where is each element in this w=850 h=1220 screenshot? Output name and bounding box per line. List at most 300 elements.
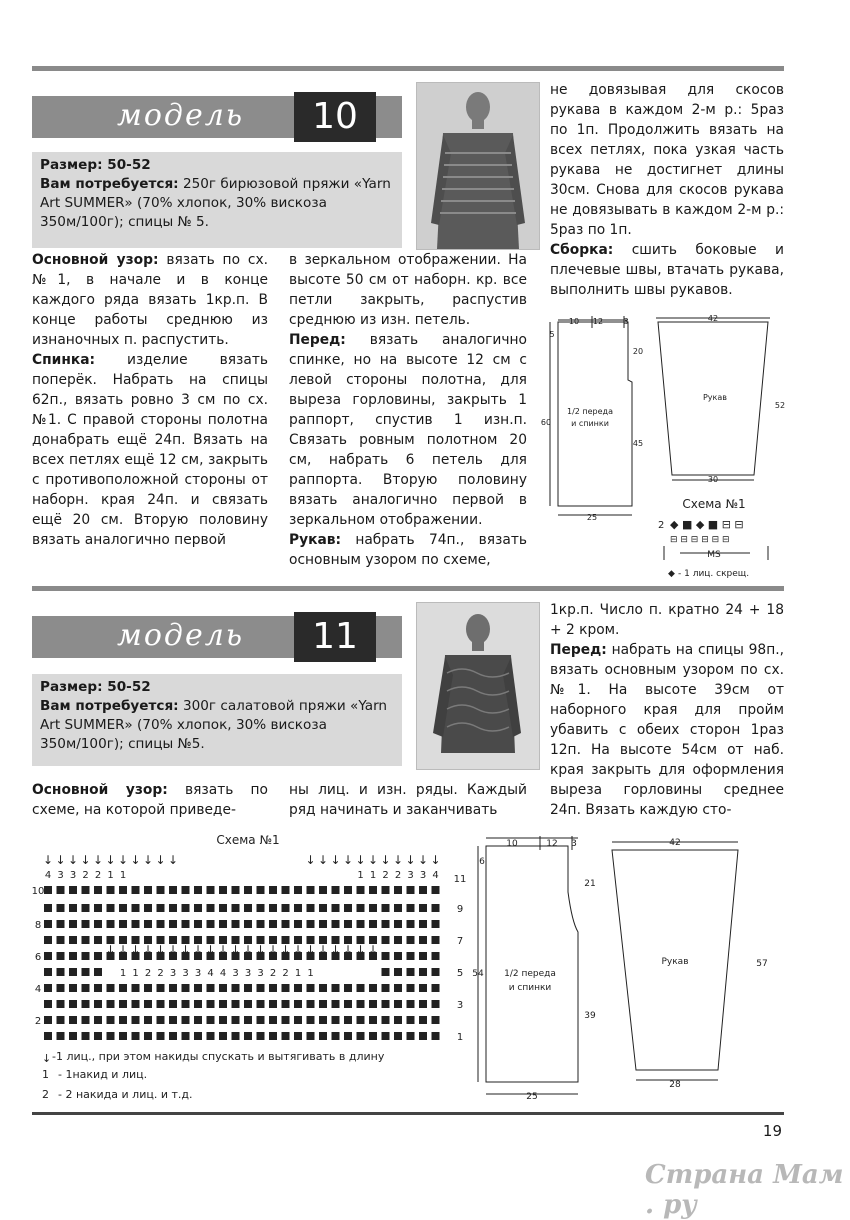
- purl-square: [194, 904, 202, 912]
- model-10-size: Размер: 50-52: [40, 157, 151, 173]
- purl-square: [382, 952, 390, 960]
- purl-square: [157, 984, 165, 992]
- purl-square: [207, 920, 215, 928]
- model-10-info-box: [32, 152, 402, 248]
- purl-square: [419, 952, 427, 960]
- sleeve-text: набрать 74п., вязать основным узором по схеме,: [289, 532, 528, 568]
- legend-2-key: 1: [42, 1068, 49, 1081]
- row-number: 9: [456, 904, 464, 915]
- arrow-down-icon: ↓: [155, 853, 166, 867]
- purl-square: [82, 1000, 90, 1008]
- purl-square: [294, 920, 302, 928]
- purl-square: [282, 1000, 290, 1008]
- purl-square: [407, 1032, 415, 1040]
- purl-square: [169, 1016, 177, 1024]
- purl-square: [432, 1032, 440, 1040]
- purl-square: [394, 1032, 402, 1040]
- purl-square: [169, 1000, 177, 1008]
- arrow-down-icon: ↓: [117, 943, 129, 957]
- rows-text-11: ны лиц. и изн. ряды. Каждый ряд начинать и заканчивать: [289, 782, 527, 818]
- model-11-col-1: [32, 780, 268, 820]
- purl-square: [194, 1016, 202, 1024]
- purl-square: [407, 984, 415, 992]
- scheme-row-number: 2: [658, 520, 665, 531]
- stitch-count: 1: [119, 968, 127, 979]
- body11-label-1: 1/2 переда: [504, 969, 556, 979]
- back-text: изделие вязать поперёк. Набрать на спицы 62п., вязать ровно 3 см по сх.№1. С правой стороны полотна донабрать ещё 24п. Вязать на всех петлях ещё 12 см, закрыть с противоположной стороны от наборн. края 24п. и связать ещё 20 см. Вторую половину вязать аналогично первой: [32, 352, 268, 548]
- purl-square: [319, 904, 327, 912]
- purl-square: [344, 1032, 352, 1040]
- purl-square: [169, 904, 177, 912]
- purl-square: [182, 904, 190, 912]
- arrow-down-icon: ↓: [167, 853, 179, 867]
- model-11-col-2: [289, 780, 527, 820]
- purl-square: [344, 1016, 352, 1024]
- sleeve-cont-text: не довязывая для скосов рукава в каждом 2-м р.: 5раз по 1п. Продолжить вязать на всех петлях, пока узкая часть рукава не достигнет длины 30см. Снова для скосов рукава не довязывать в каждом 2-м р.: 5раз по 1п.: [550, 82, 784, 238]
- purl-square: [332, 920, 340, 928]
- purl-square: [382, 904, 390, 912]
- purl-square: [69, 1032, 77, 1040]
- stitch-count: 4: [44, 870, 52, 881]
- purl-square: [69, 1016, 77, 1024]
- arrow-down-icon: ↓: [67, 853, 79, 867]
- purl-square: [119, 984, 127, 992]
- purl-square: [332, 1016, 340, 1024]
- front-label: Перед:: [289, 332, 346, 348]
- purl-square: [194, 1032, 202, 1040]
- purl-square: [57, 936, 65, 944]
- purl-square: [307, 886, 315, 894]
- purl-square: [107, 984, 115, 992]
- assembly-label: Сборка:: [550, 242, 614, 258]
- arrow-down-icon: ↓: [55, 853, 66, 867]
- model-11-banner-word: модель: [117, 618, 245, 653]
- dim11-top-c: 3: [571, 839, 577, 849]
- arrow-down-icon: ↓: [142, 943, 154, 957]
- purl-square: [432, 936, 440, 944]
- purl-square: [369, 1032, 377, 1040]
- purl-square: [232, 1000, 240, 1008]
- purl-square: [57, 1016, 65, 1024]
- arrow-down-icon: ↓: [192, 943, 204, 957]
- arrow-down-icon: ↓: [292, 943, 304, 957]
- arrow-down-icon: ↓: [280, 943, 291, 957]
- purl-square: [357, 1016, 365, 1024]
- purl-square: [294, 984, 302, 992]
- stitch-count: 4: [219, 968, 227, 979]
- purl-square: [107, 1016, 115, 1024]
- dim11-right-upper: 21: [584, 879, 596, 889]
- purl-square: [319, 984, 327, 992]
- pattern-text: вязать по сх.№1, в начале и в конце каждого ряда вязать 1кр.п. В конце работы среднюю из изнаночных п. распустить.: [32, 252, 269, 348]
- purl-square: [44, 1032, 52, 1040]
- purl-square: [57, 984, 65, 992]
- purl-square: [282, 984, 290, 992]
- purl-square: [44, 968, 52, 976]
- purl-square: [419, 1000, 427, 1008]
- purl-square: [57, 886, 65, 894]
- purl-square: [207, 1000, 215, 1008]
- purl-square: [369, 1000, 377, 1008]
- purl-square: [419, 904, 427, 912]
- row-number: 3: [456, 1000, 464, 1011]
- purl-square: [119, 1032, 127, 1040]
- purl-square: [294, 904, 302, 912]
- purl-square: [294, 1016, 302, 1024]
- watermark-logo: Страна Мам . ру: [645, 1160, 844, 1220]
- purl-square: [157, 1032, 165, 1040]
- arrow-down-icon: ↓: [317, 853, 329, 867]
- purl-square: [394, 952, 402, 960]
- purl-square: [94, 886, 102, 894]
- pattern-text-11: вязать по схеме, на которой приведе-: [32, 782, 268, 818]
- purl-square: [407, 936, 415, 944]
- front-label-11: Перед:: [550, 642, 607, 658]
- purl-square: [119, 904, 127, 912]
- sleeve11-side: 57: [756, 959, 768, 969]
- purl-square: [282, 1032, 290, 1040]
- body11-label-2: и спинки: [508, 983, 552, 993]
- purl-square: [407, 968, 415, 976]
- dim11-left-small: 6: [479, 857, 485, 867]
- bottom-rule: [32, 1112, 784, 1115]
- purl-square: [232, 886, 240, 894]
- stitch-count: 3: [169, 968, 177, 979]
- purl-square: [219, 1032, 227, 1040]
- purl-square: [69, 952, 77, 960]
- purl-square: [244, 886, 252, 894]
- dim11-top-b: 12: [546, 839, 558, 849]
- legend-2: - 1накид и лиц.: [58, 1068, 148, 1081]
- model-11-banner: [32, 616, 402, 658]
- purl-square: [132, 1000, 140, 1008]
- purl-square: [194, 886, 202, 894]
- row-number: 1: [456, 1032, 464, 1043]
- purl-square: [219, 920, 227, 928]
- purl-square: [269, 904, 277, 912]
- purl-square: [307, 920, 315, 928]
- arrow-down-icon: ↓: [417, 853, 429, 867]
- purl-square: [269, 886, 277, 894]
- arrow-down-icon: ↓: [392, 853, 404, 867]
- purl-square: [232, 920, 240, 928]
- purl-square: [319, 1016, 327, 1024]
- purl-square: [244, 984, 252, 992]
- purl-square: [132, 1016, 140, 1024]
- purl-square: [432, 1000, 440, 1008]
- purl-square: [144, 886, 152, 894]
- model-11-col-3: [550, 600, 784, 820]
- purl-square: [344, 984, 352, 992]
- body-label-2: и спинки: [571, 419, 609, 428]
- purl-square: [382, 920, 390, 928]
- purl-square: [394, 968, 402, 976]
- purl-square: [207, 886, 215, 894]
- sleeve-bottom: 30: [707, 475, 719, 484]
- dim11-top-a: 10: [506, 839, 518, 849]
- purl-square: [419, 936, 427, 944]
- purl-square: [419, 968, 427, 976]
- purl-square: [432, 904, 440, 912]
- purl-square: [107, 886, 115, 894]
- purl-square: [207, 1016, 215, 1024]
- dim-right-upper: 20: [632, 347, 644, 356]
- legend-3: - 2 накида и лиц. и т.д.: [58, 1088, 193, 1101]
- purl-square: [219, 1016, 227, 1024]
- dim-top-b: 12: [592, 317, 604, 326]
- purl-square: [119, 886, 127, 894]
- sleeve-label: Рукав:: [289, 532, 342, 548]
- purl-square: [82, 904, 90, 912]
- purl-square: [107, 904, 115, 912]
- row-number: 4: [34, 984, 42, 995]
- purl-square: [294, 1032, 302, 1040]
- purl-square: [169, 1032, 177, 1040]
- purl-square: [382, 936, 390, 944]
- model-11-schematic: [468, 832, 788, 1108]
- purl-square: [382, 984, 390, 992]
- purl-square: [94, 920, 102, 928]
- purl-square: [119, 920, 127, 928]
- scheme-repeat: MS: [707, 550, 721, 560]
- model-11-photo: [416, 602, 540, 770]
- stitch-count: 3: [57, 870, 64, 881]
- purl-square: [157, 1000, 165, 1008]
- purl-square: [269, 1032, 277, 1040]
- stitch-count: 1: [119, 870, 127, 881]
- sleeve-label: Рукав: [702, 393, 728, 402]
- purl-square: [257, 904, 265, 912]
- purl-square: [357, 1000, 365, 1008]
- stitch-count: 4: [432, 870, 439, 881]
- model-10-col-1: [32, 250, 268, 550]
- purl-square: [182, 984, 190, 992]
- purl-square: [182, 1000, 190, 1008]
- purl-square: [232, 904, 240, 912]
- purl-square: [144, 984, 152, 992]
- purl-square: [319, 886, 327, 894]
- purl-square: [257, 1000, 265, 1008]
- purl-square: [69, 1000, 77, 1008]
- purl-square: [57, 1000, 65, 1008]
- scheme-11-title: Схема №1: [216, 833, 280, 847]
- dim-left-total: 60: [540, 418, 552, 427]
- back-label: Спинка:: [32, 352, 96, 368]
- purl-square: [119, 1000, 127, 1008]
- purl-square: [244, 920, 252, 928]
- purl-square: [307, 904, 315, 912]
- arrow-down-icon: ↓: [267, 943, 279, 957]
- purl-square: [357, 984, 365, 992]
- dim-bottom: 25: [586, 513, 598, 522]
- purl-square: [182, 1032, 190, 1040]
- arrow-down-icon: ↓: [342, 943, 354, 957]
- purl-square: [44, 1016, 52, 1024]
- pattern-label: Основной узор:: [32, 252, 159, 268]
- purl-square: [132, 984, 140, 992]
- svg-text:⊟ ⊟ ⊟ ⊟ ⊟ ⊟: ⊟ ⊟ ⊟ ⊟ ⊟ ⊟: [670, 535, 730, 545]
- row-number: 8: [34, 920, 42, 931]
- purl-square: [157, 920, 165, 928]
- purl-square: [219, 886, 227, 894]
- purl-square: [69, 984, 77, 992]
- purl-square: [207, 1032, 215, 1040]
- mirror-text: в зеркальном отображении. На высоте 50 см от наборн. кр. все петли закрыть, распустив среднюю из изн. петель.: [289, 252, 527, 328]
- arrow-down-icon: ↓: [42, 1052, 52, 1065]
- front-text-11: набрать на спицы 98п., вязать основным узором по сх.№1. На высоте 39см от наборного края для пройм убавить с обеих сторон 1раз 12п. На высоте 54см от наб. края закрыть для оформления выреза горловины среднее 24п. Вязать каждую сто-: [550, 642, 785, 818]
- purl-square: [82, 1032, 90, 1040]
- purl-square: [269, 984, 277, 992]
- purl-square: [132, 886, 140, 894]
- arrow-down-icon: ↓: [80, 853, 91, 867]
- arrow-down-icon: ↓: [130, 853, 141, 867]
- stitch-count: 1: [107, 870, 114, 881]
- purl-square: [194, 984, 202, 992]
- top-rule: [32, 66, 784, 71]
- page-number: 19: [762, 1122, 782, 1140]
- arrow-down-icon: ↓: [342, 853, 354, 867]
- purl-square: [369, 920, 377, 928]
- arrow-down-icon: ↓: [217, 943, 229, 957]
- purl-square: [432, 920, 440, 928]
- model-10-col-3: [550, 80, 784, 300]
- purl-square: [107, 920, 115, 928]
- purl-square: [282, 904, 290, 912]
- purl-square: [407, 904, 415, 912]
- dim-top-a: 10: [568, 317, 580, 326]
- purl-square: [307, 1032, 315, 1040]
- purl-square: [357, 1032, 365, 1040]
- purl-square: [357, 920, 365, 928]
- dim-left-small: 5: [549, 330, 555, 339]
- arrow-down-icon: ↓: [117, 853, 129, 867]
- purl-square: [94, 1016, 102, 1024]
- stitch-count: 2: [82, 870, 89, 881]
- purl-square: [44, 1000, 52, 1008]
- purl-square: [219, 904, 227, 912]
- sleeve-top: 42: [707, 314, 719, 323]
- sleeve-side: 52: [774, 401, 786, 410]
- stitch-count: 4: [207, 968, 214, 979]
- purl-square: [332, 886, 340, 894]
- dim11-bottom: 25: [526, 1092, 538, 1102]
- purl-square: [57, 920, 65, 928]
- assembly-text: сшить боковые и плечевые швы, втачать рукава, выполнить швы рукавов.: [550, 242, 785, 298]
- legend-3-key: 2: [42, 1088, 49, 1101]
- purl-square: [319, 920, 327, 928]
- arrow-down-icon: ↓: [355, 943, 366, 957]
- purl-square: [69, 904, 77, 912]
- purl-square: [369, 886, 377, 894]
- purl-square: [144, 920, 152, 928]
- purl-square: [257, 1032, 265, 1040]
- stitch-count: 1: [307, 968, 314, 979]
- arrow-down-icon: ↓: [155, 943, 166, 957]
- purl-square: [144, 904, 152, 912]
- arrow-down-icon: ↓: [92, 853, 104, 867]
- purl-square: [382, 1032, 390, 1040]
- sleeve11-top: 42: [669, 838, 681, 848]
- purl-square: [357, 904, 365, 912]
- purl-square: [282, 920, 290, 928]
- purl-square: [144, 1016, 152, 1024]
- arrow-down-icon: ↓: [355, 853, 366, 867]
- purl-square: [369, 984, 377, 992]
- arrow-down-icon: ↓: [42, 853, 54, 867]
- purl-square: [44, 984, 52, 992]
- purl-square: [407, 920, 415, 928]
- model-10-banner: [32, 96, 402, 138]
- scheme-legend: - 1 лиц. скрещ.: [678, 569, 750, 579]
- purl-square: [332, 904, 340, 912]
- stitch-count: 3: [257, 968, 264, 979]
- svg-text:◆ ■ ◆ ■ ⊟ ⊟: ◆ ■ ◆ ■ ⊟ ⊟: [670, 518, 744, 531]
- purl-square: [344, 920, 352, 928]
- stitch-count: 2: [94, 870, 102, 881]
- model-10-photo: [416, 82, 540, 250]
- purl-square: [119, 1016, 127, 1024]
- purl-square: [94, 1032, 102, 1040]
- purl-square: [94, 1000, 102, 1008]
- stitch-count: 2: [382, 870, 389, 881]
- model-10-need-text: 250г бирюзовой пряжи «Yarn Art SUMMER» (70% хлопок, 30% вискоза 350м/100г); спицы № 5.: [40, 176, 391, 230]
- stitch-count: 1: [357, 870, 364, 881]
- stitch-count: 3: [244, 968, 252, 979]
- row-number: 7: [456, 936, 464, 947]
- purl-square: [219, 984, 227, 992]
- purl-square: [257, 984, 265, 992]
- purl-square: [82, 968, 90, 976]
- arrow-down-icon: ↓: [405, 853, 416, 867]
- dim-top-c: 3: [623, 317, 629, 326]
- arrow-down-icon: ↓: [330, 943, 341, 957]
- purl-square: [169, 984, 177, 992]
- model-10-need-label: Вам потребуется:: [40, 176, 179, 192]
- purl-square: [44, 904, 52, 912]
- purl-square: [319, 1032, 327, 1040]
- purl-square: [207, 904, 215, 912]
- stitch-count: 3: [407, 870, 414, 881]
- purl-square: [394, 886, 402, 894]
- arrow-down-icon: ↓: [305, 943, 316, 957]
- purl-square: [332, 984, 340, 992]
- purl-square: [232, 1032, 240, 1040]
- purl-square: [157, 1016, 165, 1024]
- purl-square: [144, 1032, 152, 1040]
- purl-square: [244, 904, 252, 912]
- row-number: 11: [453, 874, 467, 885]
- purl-square: [69, 886, 77, 894]
- purl-square: [307, 1016, 315, 1024]
- purl-square: [282, 1016, 290, 1024]
- purl-square: [269, 1000, 277, 1008]
- purl-square: [82, 1016, 90, 1024]
- purl-square: [319, 1000, 327, 1008]
- purl-square: [44, 952, 52, 960]
- stitch-count: 2: [269, 968, 277, 979]
- row-number: 2: [34, 1016, 42, 1027]
- purl-square: [382, 968, 390, 976]
- model-11-info-box: [32, 674, 402, 766]
- arrow-down-icon: ↓: [205, 943, 216, 957]
- model-11-number: 11: [294, 612, 376, 662]
- purl-square: [382, 886, 390, 894]
- stitch-count: 3: [232, 968, 239, 979]
- arrow-down-icon: ↓: [367, 943, 379, 957]
- row-number: 5: [456, 968, 464, 979]
- purl-square: [82, 984, 90, 992]
- model-10-col-2: [289, 250, 527, 570]
